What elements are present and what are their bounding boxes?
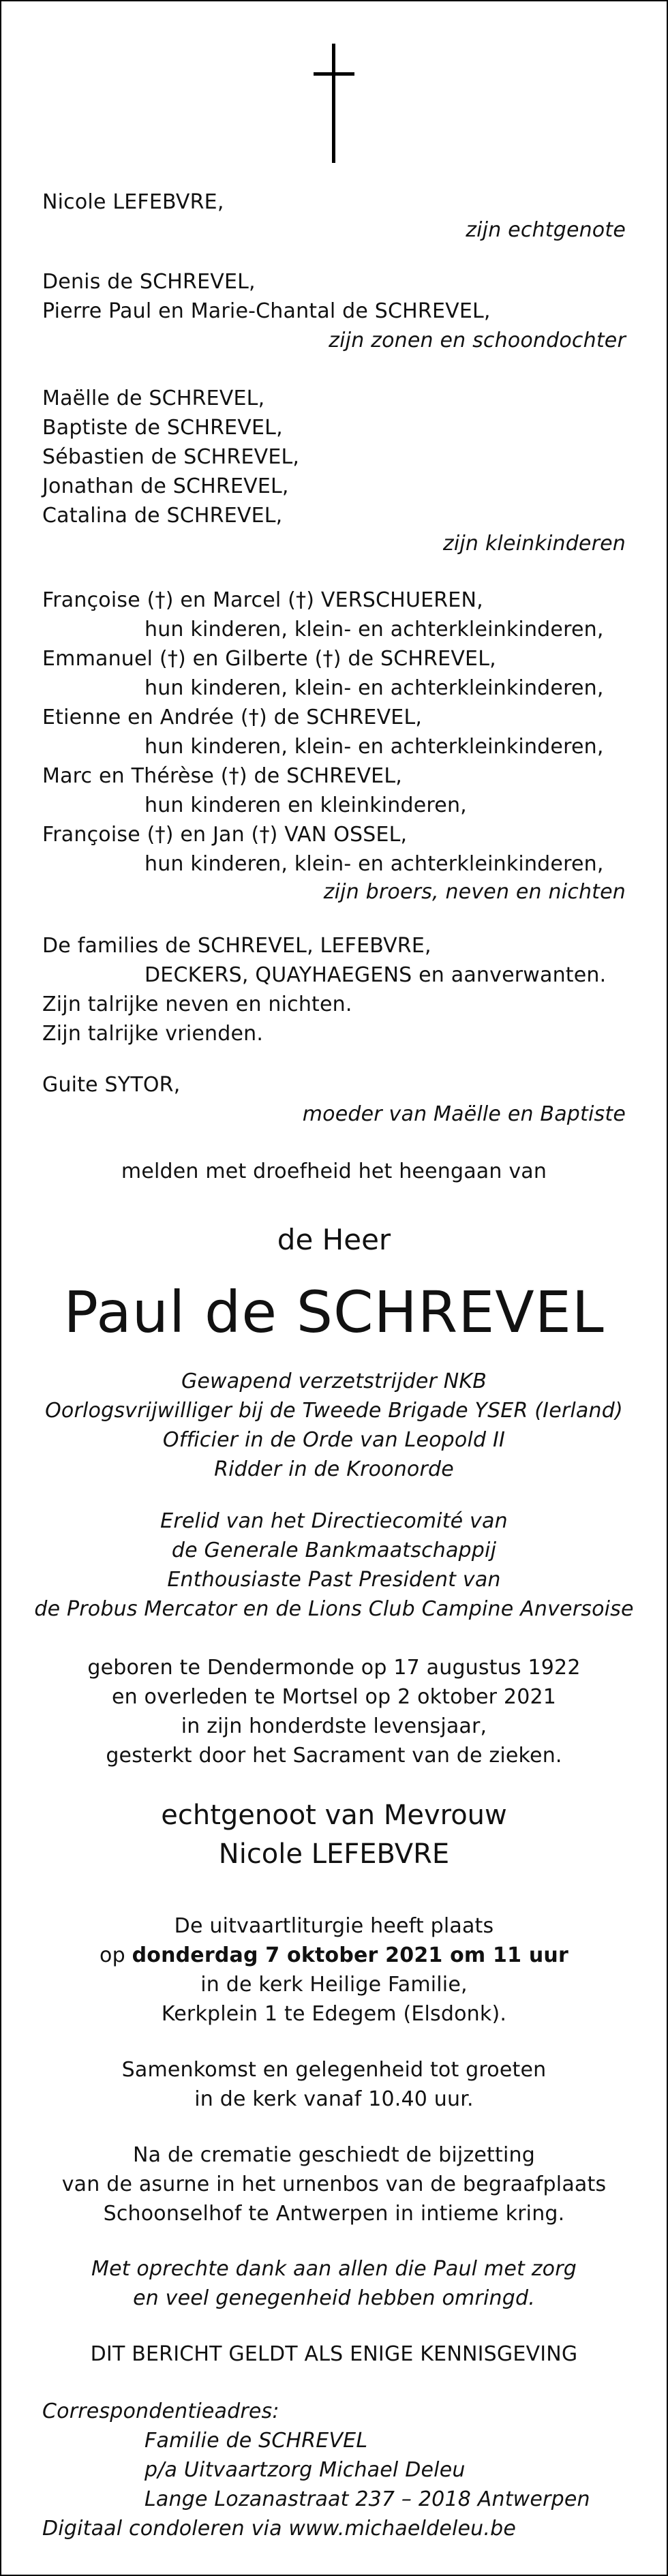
gathering-line-2: in de kerk vanaf 10.40 uur.	[194, 2087, 474, 2111]
sibling-5-desc: hun kinderen, klein- en achterkleinkinderen,	[145, 852, 604, 876]
sibling-4-desc: hun kinderen en kleinkinderen,	[145, 793, 467, 817]
grandchild-5: Catalina de SCHREVEL,	[42, 504, 283, 528]
grandchild-2: Baptiste de SCHREVEL,	[42, 416, 283, 440]
spouse-line-1: echtgenoot van Mevrouw	[161, 1800, 507, 1831]
wife-name: Nicole LEFEBVRE,	[42, 190, 224, 214]
sibling-2-name: Emmanuel (†) en Gilberte (†) de SCHREVEL,	[42, 647, 496, 671]
career-1: Erelid van het Directiecomité van	[160, 1509, 508, 1533]
career-2: de Generale Bankmaatschappij	[171, 1539, 497, 1562]
honor-1: Gewapend verzetstrijder NKB	[181, 1369, 487, 1393]
thanks-line-2: en veel genegenheid hebben omringd.	[133, 2286, 535, 2310]
life-line-4: gesterkt door het Sacrament van de zieken.	[106, 1744, 562, 1768]
honor-4: Ridder in de Kroonorde	[214, 1457, 454, 1481]
families-line-2: DECKERS, QUAYHAEGENS en aanverwanten.	[145, 963, 607, 987]
grandchild-1: Maëlle de SCHREVEL,	[42, 387, 265, 410]
sibling-1-name: Françoise (†) en Marcel (†) VERSCHUEREN,	[42, 588, 483, 612]
correspondence-line-3: Lange Lozanastraat 237 – 2018 Antwerpen	[145, 2487, 590, 2511]
sibling-1-desc: hun kinderen, klein- en achterkleinkinderen,	[145, 618, 604, 641]
friends-line: Zijn talrijke vrienden.	[42, 1022, 264, 1046]
funeral-line-4: Kerkplein 1 te Edegem (Elsdonk).	[161, 2002, 507, 2026]
burial-line-2: van de asurne in het urnenbos van de begraafplaats	[61, 2172, 607, 2196]
deceased-name: Paul de SCHREVEL	[63, 1279, 605, 1346]
mother-role: moeder van Maëlle en Baptiste	[302, 1102, 626, 1126]
grandchild-4: Jonathan de SCHREVEL,	[42, 474, 289, 498]
mother-name: Guite SYTOR,	[42, 1073, 181, 1097]
funeral-line-1: De uitvaartliturgie heeft plaats	[174, 1914, 494, 1938]
son-line-2: Pierre Paul en Marie-Chantal de SCHREVEL,	[42, 299, 491, 323]
grandchild-3: Sébastien de SCHREVEL,	[42, 445, 300, 469]
sibling-4-name: Marc en Thérèse (†) de SCHREVEL,	[42, 764, 402, 788]
funeral-date: donderdag 7 oktober 2021 om 11 uur	[132, 1943, 568, 1967]
online-condolence[interactable]: Digitaal condoleren via www.michaeldeleu.be	[42, 2517, 517, 2541]
funeral-line-3: in de kerk Heilige Familie,	[200, 1973, 468, 1997]
burial-line-3: Schoonselhof te Antwerpen in intieme kring.	[103, 2202, 565, 2226]
career-4: de Probus Mercator en de Lions Club Campine Anversoise	[34, 1597, 634, 1621]
sibling-3-name: Etienne en Andrée (†) de SCHREVEL,	[42, 706, 423, 729]
deceased-title: de Heer	[277, 1223, 391, 1256]
sibling-3-desc: hun kinderen, klein- en achterkleinkinderen,	[145, 735, 604, 759]
gathering-line-1: Samenkomst en gelegenheid tot groeten	[121, 2058, 547, 2082]
son-line-1: Denis de SCHREVEL,	[42, 270, 256, 294]
life-line-3: in zijn honderdste levensjaar,	[181, 1714, 487, 1738]
sibling-5-name: Françoise (†) en Jan (†) VAN OSSEL,	[42, 823, 408, 847]
wife-role: zijn echtgenote	[466, 218, 626, 242]
honor-3: Officier in de Orde van Leopold II	[162, 1428, 506, 1452]
thanks-line-1: Met oprechte dank aan allen die Paul met zorg	[91, 2257, 577, 2281]
spouse-line-2: Nicole LEFEBVRE	[218, 1838, 450, 1870]
grandchildren-role: zijn kleinkinderen	[442, 532, 626, 556]
sons-role: zijn zonen en schoondochter	[329, 329, 626, 352]
life-line-2: en overleden te Mortsel op 2 oktober 2021	[111, 1685, 557, 1709]
funeral-line-2	[1, 1942, 667, 1969]
families-line-1: De families de SCHREVEL, LEFEBVRE,	[42, 934, 431, 958]
siblings-role: zijn broers, neven en nichten	[323, 880, 626, 904]
announcement-line: melden met droefheid het heengaan van	[121, 1160, 547, 1183]
correspondence-line-2: p/a Uitvaartzorg Michael Deleu	[145, 2458, 466, 2482]
correspondence-label: Correspondentieadres:	[42, 2399, 279, 2423]
life-line-1: geboren te Dendermonde op 17 augustus 1922	[87, 1656, 581, 1680]
cross-icon	[314, 44, 354, 163]
notice-line: DIT BERICHT GELDT ALS ENIGE KENNISGEVING	[90, 2342, 578, 2366]
correspondence-line-1: Familie de SCHREVEL	[145, 2429, 368, 2453]
career-3: Enthousiaste Past President van	[167, 1568, 501, 1592]
burial-line-1: Na de crematie geschiedt de bijzetting	[133, 2143, 535, 2167]
cousins-line: Zijn talrijke neven en nichten.	[42, 992, 352, 1016]
sibling-2-desc: hun kinderen, klein- en achterkleinkinderen,	[145, 676, 604, 700]
funeral-prefix: op	[100, 1943, 132, 1967]
honor-2: Oorlogsvrijwilliger bij de Tweede Brigade YSER (Ierland)	[45, 1399, 623, 1423]
